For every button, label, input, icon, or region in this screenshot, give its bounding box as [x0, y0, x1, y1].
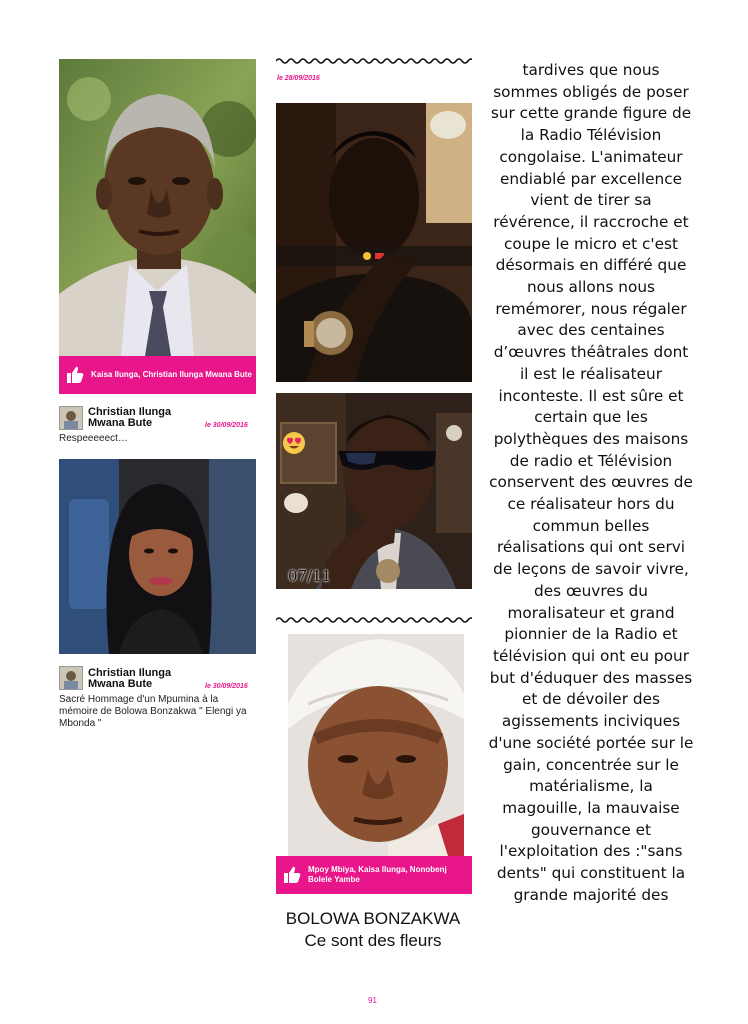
wavy-divider [276, 57, 472, 65]
comment-author[interactable]: Christian Ilunga Mwana Bute [88, 406, 172, 429]
comment-text: Sacré Hommage d'un Mpumina à la mémoire de Bolowa Bonzakwa " Elengi ya Mbonda " [59, 694, 247, 729]
like-icon [65, 365, 85, 385]
photo-man-white-hat [288, 634, 464, 856]
wavy-divider [276, 616, 472, 624]
photo-date-stamp: 07/11 [288, 567, 332, 585]
likes-names: Mpoy Mbiya, Kaisa Ilunga, Nonobenj Bolele Yambe [308, 865, 447, 884]
article-body: tardives que nous sommes obligés de poser sur cette grande figure de la Radio Télévision congolaise. L'animateur endiablé par excellence vient de tirer sa révérence, il raccroche et coupe le micro et c'est désormais en différé que nous allons nous remémorer, nous régaler avec des centaines d’œuvres théâtrales dont il est le réalisateur inconteste. Il est sûre et certain que les polythèques des maisons de radio et Télévision conservent des œuvres de ce réalisateur hors du commun belles réalisations qui ont servi de leçons de savoir vivre, des œuvres du moralisateur et grand pionnier de la Radio et télévision qui ont eu pour but d'éduquer des masses et de dévoiler des agissements inciviques d'une société portée sur le gain, concentrée sur le matérialisme, la magouille, la mauvaise gouvernance et l'exploitation des :"sans dents" qui constituent la grande majorité des [488, 61, 694, 904]
photo-man-sunglasses [276, 393, 472, 589]
photo-woman [59, 459, 256, 654]
likes-names: Kaisa Ilunga, Christian Ilunga Mwana Bute [91, 370, 252, 379]
photo-man-with-tie [59, 59, 256, 356]
avatar [59, 406, 83, 430]
caption-title: BOLOWA BONZAKWA [285, 909, 461, 928]
likes-bar [276, 856, 472, 894]
page-number: 91 [368, 996, 377, 1005]
comment-date: le 30/09/2016 [205, 683, 248, 690]
comment-date: le 30/09/2016 [205, 422, 248, 429]
photo-young-man-selfie [276, 103, 472, 382]
avatar [59, 666, 83, 690]
comment-author[interactable]: Christian Ilunga Mwana Bute [88, 667, 172, 690]
likes-bar [59, 356, 256, 394]
post-date: le 28/09/2016 [277, 75, 320, 82]
like-icon [282, 865, 302, 885]
emoji-heart-eyes-icon [282, 431, 306, 455]
caption-subtitle: Ce sont des fleurs [304, 931, 442, 950]
comment-text: Respeeeeect… [59, 433, 128, 444]
